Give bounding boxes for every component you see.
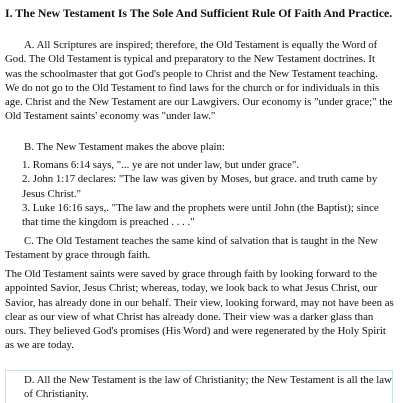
paragraph-body-text: The Old Testament saints were saved by grace through faith by looking forward to the appointed Savior, Jesus Christ; whereas, today, we look back to what Jesus Christ, our Savior, has already done in our behalf. Their view, looking forward, may not have been as clear as our view of what Christ has already done. Their view was a darker glass than ours. They believed God's promises (His Word) and were regenerated by the Holy Spirit as we are today. — [5, 268, 394, 352]
list-item: 2. John 1:17 declares: "The law was given by Moses, but grace. and truth came by Jesus Christ." — [22, 173, 378, 200]
paragraph-d-text: D. All the New Testament is the law of Christianity; the New Testament is all the law of Christianity. — [24, 374, 392, 401]
paragraph-b — [5, 140, 394, 154]
paragraph-a-text: A. All Scriptures are inspired; therefore, the Old Testament is equally the Word of God. The Old Testament is typical and preparatory to the New Testament doctrines. It was the schoolmaster that got God's people to Christ and the New Testament teaching. We do not go to the Old Testament to find laws for the church or for individuals in this age. Christ and the New Testament are our Lawgivers. Our economy is "under grace;" the Old Testament saints' economy was "under law." — [5, 39, 393, 123]
paragraph-body — [5, 267, 394, 353]
scripture-list — [22, 158, 394, 229]
highlighted-box — [5, 370, 393, 403]
list-item: 3. Luke 16:16 says,. "The law and the prophets were until John (the Baptist); since that time the kingdom is preached . . . ." — [22, 201, 379, 229]
paragraph-c-text: C. The Old Testament teaches the same kind of salvation that is taught in the New Testament by grace through faith. — [5, 235, 378, 262]
paragraph-b-text: B. The New Testament makes the above plain: — [24, 141, 225, 153]
list-item: 1. Romans 6:14 says, "... ye are not under law, but under grace". — [22, 159, 300, 171]
paragraph-c — [5, 234, 394, 263]
section-heading: I. The New Testament Is The Sole And Sufficient Rule Of Faith And Practice. — [5, 6, 393, 20]
paragraph-a — [5, 38, 394, 124]
